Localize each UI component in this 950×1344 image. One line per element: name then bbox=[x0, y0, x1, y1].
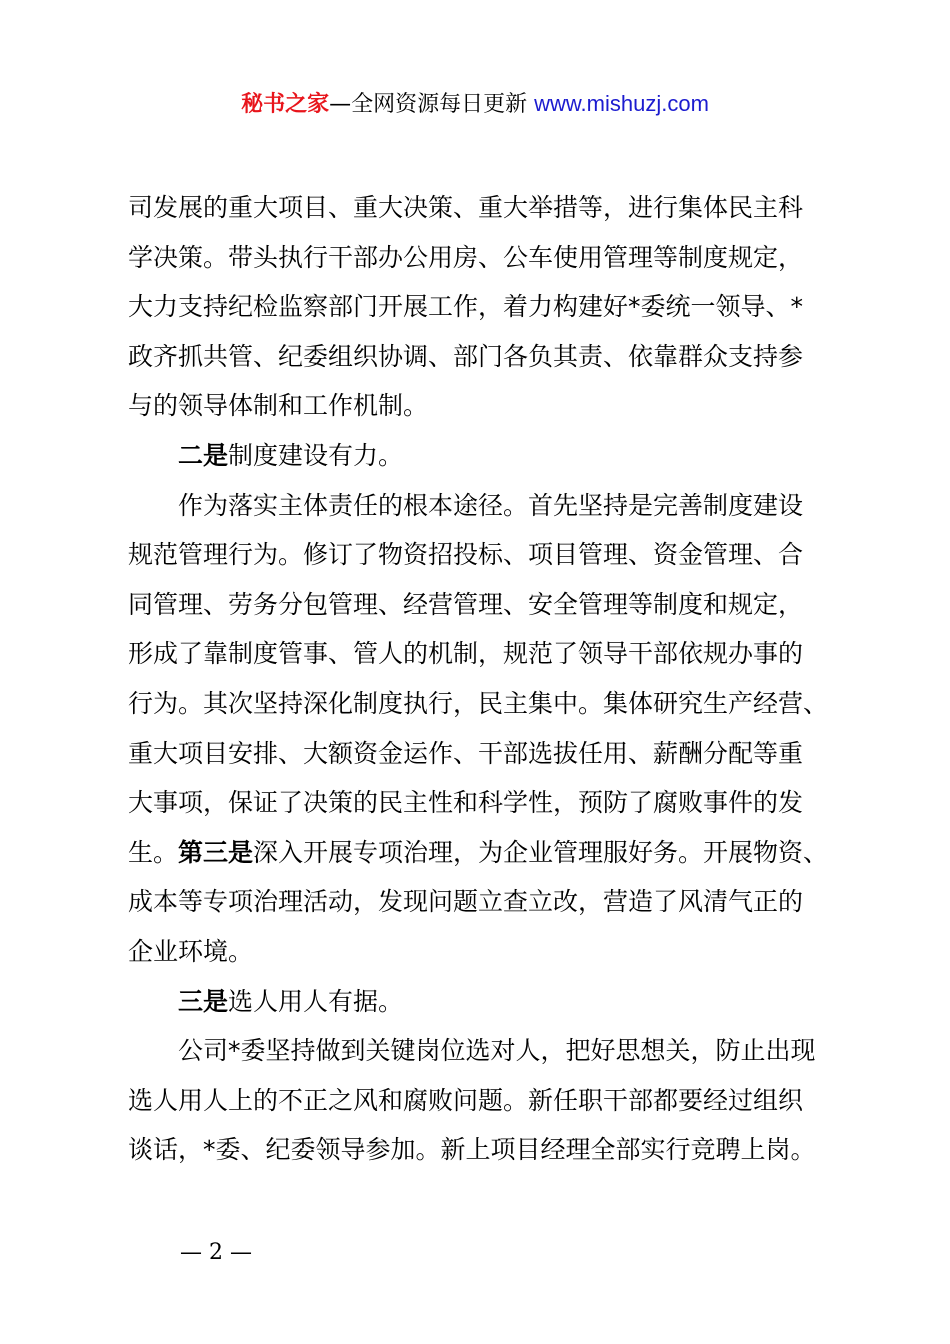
paragraph-system-building bbox=[128, 481, 838, 977]
text-line-mixed bbox=[128, 828, 838, 878]
text-line: 同管理、劳务分包管理、经营管理、安全管理等制度和规定， bbox=[128, 589, 804, 619]
text-line: 与的领导体制和工作机制。 bbox=[128, 391, 429, 421]
text-line: 规范管理行为。修订了物资招投标、项目管理、资金管理、合 bbox=[128, 540, 804, 570]
text-line: 政齐抓共管、纪委组织协调、部门各负其责、依靠群众支持参 bbox=[128, 341, 804, 371]
brand-name: 秘书之家 bbox=[241, 92, 330, 117]
text-fragment: 深入开展专项治理，为企业管理服好务。开展物资、 bbox=[253, 837, 829, 867]
paragraph-continuation bbox=[128, 183, 838, 431]
site-header bbox=[0, 86, 950, 123]
heading-text: 选人用人有据。 bbox=[228, 986, 404, 1016]
section-heading-2 bbox=[128, 431, 838, 481]
section-heading-3 bbox=[128, 977, 838, 1027]
heading-text: 制度建设有力。 bbox=[228, 440, 404, 470]
paragraph-personnel bbox=[128, 1026, 838, 1175]
page-number: — 2 — bbox=[180, 1240, 252, 1265]
text-line: 作为落实主体责任的根本途径。首先坚持是完善制度建设 bbox=[178, 490, 804, 520]
inline-bold-lead: 第三是 bbox=[178, 837, 254, 867]
text-line: 学决策。带头执行干部办公用房、公车使用管理等制度规定， bbox=[128, 242, 804, 272]
text-line: 形成了靠制度管事、管人的机制，规范了领导干部依规办事的 bbox=[128, 639, 804, 669]
text-line: 重大项目安排、大额资金运作、干部选拔任用、薪酬分配等重 bbox=[128, 738, 804, 768]
heading-bold-lead: 三是 bbox=[178, 986, 229, 1016]
text-line: 公司*委坚持做到关键岗位选对人，把好思想关，防止出现 bbox=[178, 1036, 816, 1066]
text-line: 企业环境。 bbox=[128, 936, 254, 966]
text-line: 司发展的重大项目、重大决策、重大举措等，进行集体民主科 bbox=[128, 193, 804, 222]
document-body bbox=[128, 183, 838, 1175]
text-line: 大力支持纪检监察部门开展工作，着力构建好*委统一领导、* bbox=[128, 292, 804, 322]
text-fragment: 生。 bbox=[128, 837, 179, 867]
text-line: 大事项，保证了决策的民主性和科学性，预防了腐败事件的发 bbox=[128, 788, 804, 818]
header-tagline: —全网资源每日更新 bbox=[329, 92, 535, 117]
text-line: 谈话，*委、纪委领导参加。新上项目经理全部实行竞聘上岗。 bbox=[128, 1135, 816, 1165]
heading-bold-lead: 二是 bbox=[178, 440, 229, 470]
text-line: 成本等专项治理活动，发现问题立查立改，营造了风清气正的 bbox=[128, 887, 804, 917]
site-url-link[interactable]: www.mishuzj.com bbox=[534, 91, 709, 116]
text-line: 选人用人上的不正之风和腐败问题。新任职干部都要经过组织 bbox=[128, 1085, 804, 1115]
text-line: 行为。其次坚持深化制度执行，民主集中。集体研究生产经营、 bbox=[128, 688, 829, 718]
